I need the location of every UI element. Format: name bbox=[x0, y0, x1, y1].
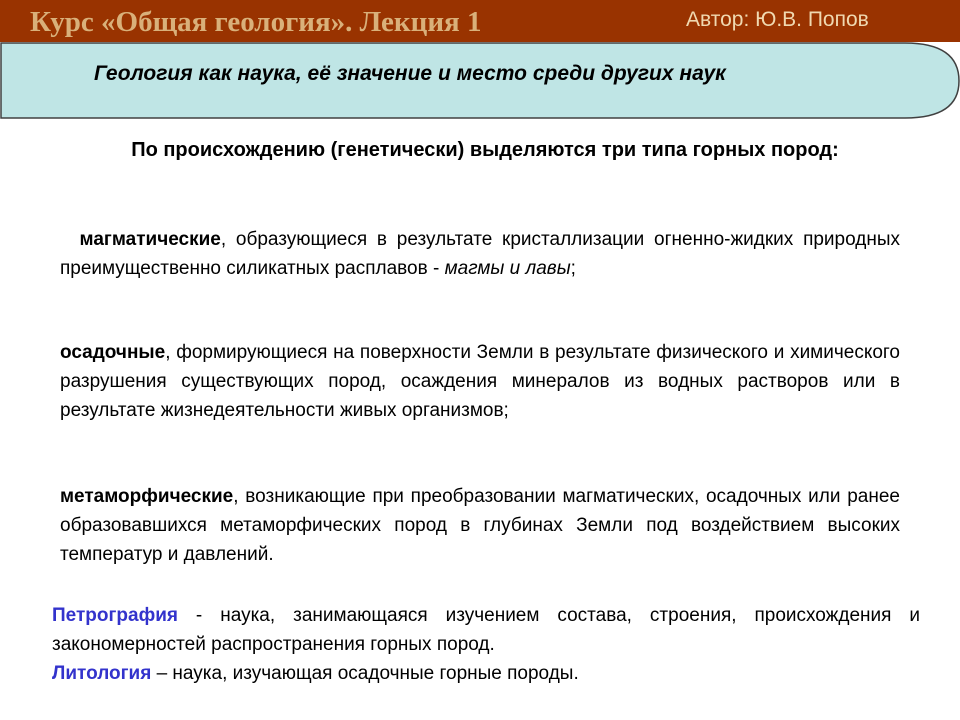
rock-type-term: осадочные bbox=[60, 342, 166, 363]
definition-text: - наука, занимающаяся изучением состава, строения, происхождения и закономерностей распространения горных пород. bbox=[52, 605, 920, 655]
rock-type-term: магматические bbox=[79, 229, 221, 250]
course-title: Курс «Общая геология». Лекция 1 bbox=[30, 6, 482, 38]
rock-type-metamorphic bbox=[60, 482, 900, 569]
rock-type-term: метаморфические bbox=[60, 486, 234, 507]
rock-type-text: , возникающие при преобразовании магматических, осадочных или ранее образовавшихся метаморфических пород в глубинах Земли под воздействием высоких температур и давлений. bbox=[60, 486, 900, 565]
intro-heading: По происхождению (генетически) выделяются три типа горных пород: bbox=[131, 139, 839, 161]
rock-type-magmatic bbox=[60, 225, 900, 283]
slide-subtitle: Геология как наука, её значение и место среди других наук bbox=[94, 62, 726, 85]
definition-lithology bbox=[52, 659, 920, 688]
definition-petrography bbox=[52, 601, 920, 659]
author-label: Автор: Ю.В. Попов bbox=[686, 8, 869, 31]
rock-type-sedimentary bbox=[60, 338, 900, 425]
definition-text: – наука, изучающая осадочные горные породы. bbox=[151, 663, 579, 684]
definition-term: Петрография bbox=[52, 605, 178, 626]
rock-type-text: , образующиеся в результате кристаллизации огненно-жидких природных преимущественно силикатных расплавов - bbox=[60, 229, 900, 279]
rock-type-end: ; bbox=[570, 258, 576, 279]
definition-term: Литология bbox=[52, 663, 152, 684]
definitions bbox=[52, 601, 920, 688]
rock-type-text: , формирующиеся на поверхности Земли в результате физического и химического разрушения существующих пород, осаждения минералов из водных растворов или в результате жизнедеятельности живых организмов; bbox=[60, 342, 900, 421]
rock-type-italic: магмы и лавы bbox=[444, 258, 571, 279]
